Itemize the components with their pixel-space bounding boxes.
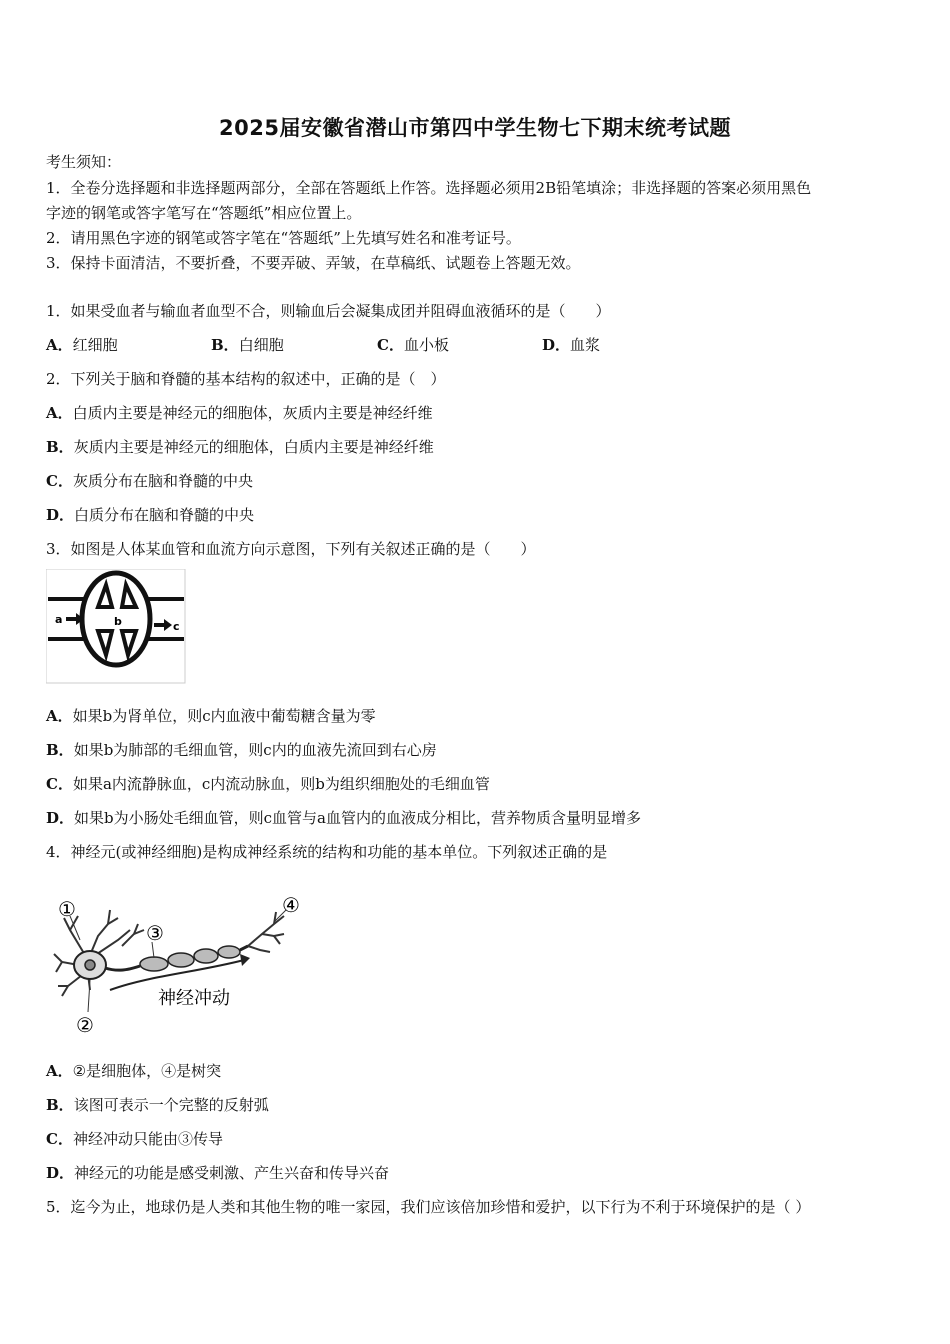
option-letter: C． [46, 1130, 73, 1148]
options-row [46, 335, 746, 355]
option-letter: D． [46, 1164, 75, 1182]
blood-vessel-figure [46, 569, 186, 684]
option-letter: A． [46, 336, 73, 354]
option-d[interactable] [46, 1163, 389, 1183]
option-text: 红细胞 [72, 336, 118, 354]
option-letter: A． [46, 707, 73, 725]
label-3: ③ [146, 921, 164, 945]
option-c[interactable] [377, 335, 449, 355]
option-letter: C． [46, 472, 73, 490]
question-stem: 2．下列关于脑和脊髓的基本结构的叙述中，正确的是（ ） [46, 370, 446, 388]
option-letter: C． [46, 775, 73, 793]
option-b[interactable] [46, 740, 437, 760]
option-text: 灰质内主要是神经元的细胞体，白质内主要是神经纤维 [73, 438, 434, 456]
option-text: 如果a内流静脉血，c内流动脉血，则b为组织细胞处的毛细血管 [72, 775, 490, 793]
page-title: 2025届安徽省潜山市第四中学生物七下期末统考试题 [219, 116, 731, 140]
label-c: c [173, 620, 180, 633]
option-b[interactable] [46, 437, 434, 457]
option-text: 如果b为肾单位，则c内血液中葡萄糖含量为零 [72, 707, 376, 725]
option-letter: C． [377, 336, 404, 354]
option-letter: D． [542, 336, 571, 354]
option-a[interactable] [46, 1061, 221, 1081]
option-c[interactable] [46, 774, 490, 794]
notice-heading: 考生须知： [46, 153, 122, 171]
option-text: 如果b为肺部的毛细血管，则c内的血液先流回到右心房 [73, 741, 437, 759]
option-c[interactable] [46, 1129, 223, 1149]
option-letter: B． [46, 438, 74, 456]
option-letter: B． [211, 336, 239, 354]
option-text: 白细胞 [238, 336, 284, 354]
option-text: 白质分布在脑和脊髓的中央 [74, 506, 255, 524]
option-c[interactable] [46, 471, 253, 491]
label-a: a [55, 613, 63, 626]
option-d[interactable] [542, 335, 600, 355]
notice-item: 字迹的钢笔或答字笔写在“答题纸”相应位置上。 [46, 204, 362, 222]
option-d[interactable] [46, 808, 641, 828]
option-a[interactable] [46, 706, 376, 726]
option-b[interactable] [46, 1095, 269, 1115]
option-text: ②是细胞体，④是树突 [72, 1062, 222, 1080]
label-1: ① [58, 897, 76, 921]
option-letter: A． [46, 1062, 73, 1080]
notice-item: 3．保持卡面清洁，不要折叠，不要弄破、弄皱，在草稿纸、试题卷上答题无效。 [46, 254, 581, 272]
option-letter: B． [46, 741, 74, 759]
notice-item: 1．全卷分选择题和非选择题两部分，全部在答题纸上作答。选择题必须用2B铅笔填涂；非选择题的答案必须用黑色 [46, 179, 812, 197]
option-text: 神经冲动只能由③传导 [72, 1130, 223, 1148]
question-stem: 5．迄今为止，地球仍是人类和其他生物的唯一家园，我们应该倍加珍惜和爱护，以下行为不利于环境保护的是（ ） [46, 1198, 811, 1216]
option-d[interactable] [46, 505, 254, 525]
option-text: 如果b为小肠处毛细血管，则c血管与a血管内的血液成分相比，营养物质含量明显增多 [74, 809, 641, 827]
label-b: b [114, 615, 122, 628]
option-a[interactable] [46, 335, 118, 355]
option-text: 血浆 [570, 336, 601, 354]
label-4: ④ [282, 893, 300, 917]
option-text: 灰质分布在脑和脊髓的中央 [72, 472, 253, 490]
option-text: 血小板 [403, 336, 449, 354]
option-letter: D． [46, 506, 75, 524]
notice-item: 2．请用黑色字迹的钢笔或答字笔在“答题纸”上先填写姓名和准考证号。 [46, 229, 521, 247]
label-impulse: 神经冲动 [158, 988, 230, 1009]
question-stem: 1．如果受血者与输血者血型不合，则输血后会凝集成团并阻碍血液循环的是（ ） [46, 302, 611, 320]
option-letter: D． [46, 809, 75, 827]
option-b[interactable] [211, 335, 284, 355]
option-text: 白质内主要是神经元的细胞体，灰质内主要是神经纤维 [72, 404, 433, 422]
option-letter: A． [46, 404, 73, 422]
option-a[interactable] [46, 403, 433, 423]
question-stem: 4．神经元(或神经细胞)是构成神经系统的结构和功能的基本单位。下列叙述正确的是 [46, 843, 608, 861]
option-text: 神经元的功能是感受刺激、产生兴奋和传导兴奋 [74, 1164, 390, 1182]
question-stem: 3．如图是人体某血管和血流方向示意图，下列有关叙述正确的是（ ） [46, 540, 536, 558]
neuron-figure [48, 890, 318, 1038]
option-letter: B． [46, 1096, 74, 1114]
option-text: 该图可表示一个完整的反射弧 [73, 1096, 269, 1114]
label-2: ② [76, 1013, 94, 1037]
